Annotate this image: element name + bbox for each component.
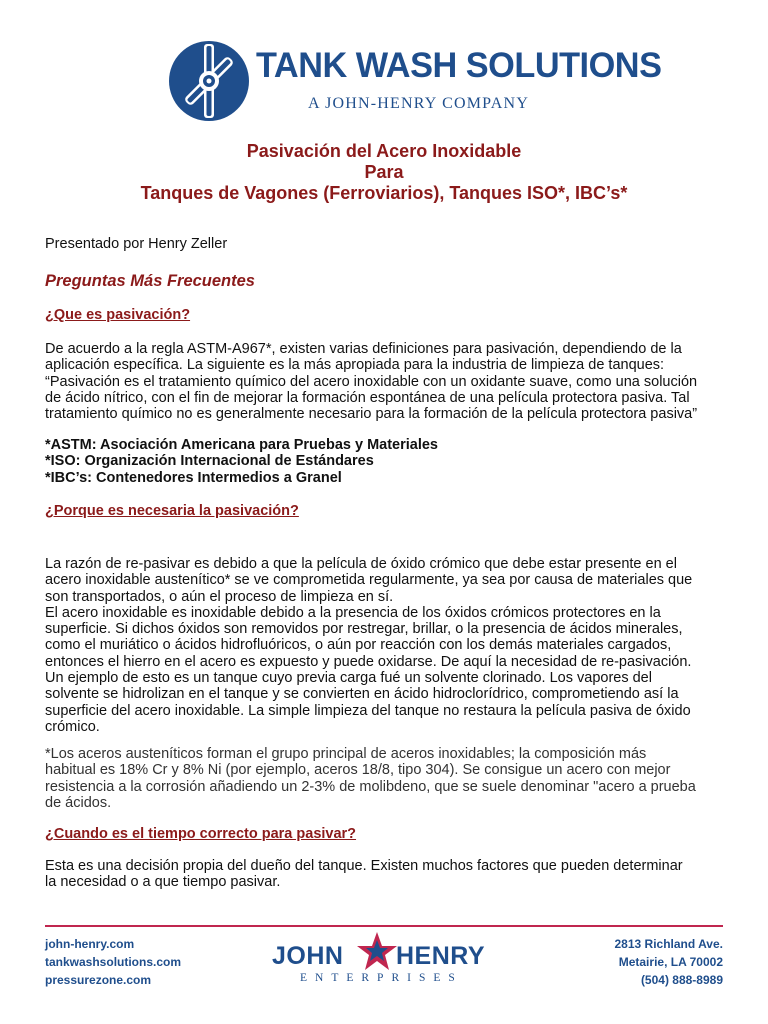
paragraph-line: como el muriático o ácidos hidrofluóricos, o aún por reacción con los demás materiales cargados, <box>45 637 672 654</box>
footer-address <box>615 935 724 989</box>
address-street: 2813 Richland Ave. <box>614 937 723 951</box>
paragraph-line: la necesidad o a que tiempo pasivar. <box>45 874 281 891</box>
paragraph-line: La razón de re-pasivar es debido a que la película de óxido crómico que debe estar presente en el <box>45 556 677 572</box>
presented-by: Presentado por Henry Zeller <box>45 236 228 252</box>
paragraph-line: superficie del acero inoxidable. La simple limpieza del tanque no restaura la película pasiva de óxido <box>45 702 691 719</box>
logo-tagline: ENTERPRISES <box>300 972 463 984</box>
paragraph-line: “Pasivación es el tratamiento químico del acero inoxidable con un oxidante suave, como una solución <box>45 373 698 390</box>
paragraph-line: Un ejemplo de esto es un tanque cuyo previa carga fué un solvente clorinado. Los vapores del <box>45 670 652 687</box>
title-line-3: Tanques de Vagones (Ferroviarios), Tanques ISO*, IBC’s* <box>140 183 628 203</box>
logo-word-henry: HENRY <box>396 942 486 970</box>
footnote-paragraph <box>45 746 725 811</box>
definition-item: *ASTM: Asociación Americana para Pruebas y Materiales <box>45 437 438 453</box>
note-line: habitual es 18% Cr y 8% Ni (por ejemplo, aceros 18/8, tipo 304). Se consigue un acero con mejor <box>45 762 671 779</box>
paragraph-line: solvente se hidrolizan en el tanque y se convierten en ácido hidroclorídrico, comprometiendo así la <box>45 686 679 703</box>
question-heading: ¿Porque es necesaria la pasivación? <box>45 503 299 519</box>
paragraph-line: superficie. Si dichos óxidos son removidos por restregar, brillar, o la presencia de ácidos minerales, <box>45 621 683 638</box>
note-line: de ácidos. <box>45 794 112 811</box>
footer-links <box>45 935 181 989</box>
paragraph-line: tratamiento químico no es generalmente necesario para la formación de la película protectora pasiva” <box>45 406 698 423</box>
paragraph-line: De acuerdo a la regla ASTM-A967*, existen varias definiciones para pasivación, dependiendo de la <box>45 341 682 357</box>
note-line: *Los aceros austeníticos forman el grupo principal de aceros inoxidables; la composición más <box>45 746 647 762</box>
answer-paragraph <box>45 556 725 735</box>
answer-paragraph <box>45 341 725 422</box>
title-line-2: Para <box>364 162 404 182</box>
address-city: Metairie, LA 70002 <box>618 955 723 969</box>
question-heading: ¿Que es pasivación? <box>45 307 191 323</box>
footer-link-tankwash[interactable]: tankwashsolutions.com <box>45 955 182 969</box>
paragraph-line: entonces el hierro en el acero es expuesto y puede oxidarse. De aquí la necesidad de re-pasivación. <box>45 653 692 670</box>
document-title <box>0 141 768 204</box>
paragraph-line: El acero inoxidable es inoxidable debido a la presencia de los óxidos crómicos protectores en la <box>45 604 661 621</box>
john-henry-enterprises-logo <box>272 930 494 990</box>
address-phone: (504) 888-8989 <box>640 973 723 987</box>
footer-divider <box>45 925 723 927</box>
question-heading: ¿Cuando es el tiempo correcto para pasivar? <box>45 826 357 842</box>
logo-title: TANK WASH SOLUTIONS <box>256 46 662 85</box>
footer-link-john-henry[interactable]: john-henry.com <box>45 937 135 951</box>
paragraph-line: son transportados, o aún el proceso de limpieza en sí. <box>45 588 394 605</box>
title-line-1: Pasivación del Acero Inoxidable <box>246 141 522 161</box>
logo-word-john: JOHN <box>272 942 344 970</box>
paragraph-line: aplicación específica. La siguiente es la más apropiada para la industria de limpieza de tanques: <box>45 357 665 374</box>
note-line: resistencia a la corrosión añadiendo un 2-3% de molibdeno, que se suele denominar "acero a prueba <box>45 778 696 795</box>
definition-item: *ISO: Organización Internacional de Estándares <box>45 453 374 470</box>
paragraph-line: Esta es una decisión propia del dueño del tanque. Existen muchos factores que pueden determinar <box>45 858 683 874</box>
definition-item: *IBC’s: Contenedores Intermedios a Granel <box>45 469 342 486</box>
star-icon <box>356 930 398 972</box>
answer-paragraph <box>45 858 725 891</box>
footer-link-pressurezone[interactable]: pressurezone.com <box>45 973 152 987</box>
logo-subtitle: A JOHN-HENRY COMPANY <box>308 95 530 112</box>
paragraph-line: acero inoxidable austenítico* se ve comprometida regularmente, ya sea por causa de materiales que <box>45 572 693 589</box>
tank-wash-nozzle-icon <box>168 40 250 122</box>
tank-wash-solutions-logo <box>168 38 662 124</box>
paragraph-line: crómico. <box>45 718 100 735</box>
acronym-definitions <box>45 437 725 486</box>
paragraph-line: de ácido nítrico, con el fin de mejorar la formación espontánea de una película protectora pasiva. Tal <box>45 389 690 406</box>
faq-heading: Preguntas Más Frecuentes <box>45 272 255 290</box>
